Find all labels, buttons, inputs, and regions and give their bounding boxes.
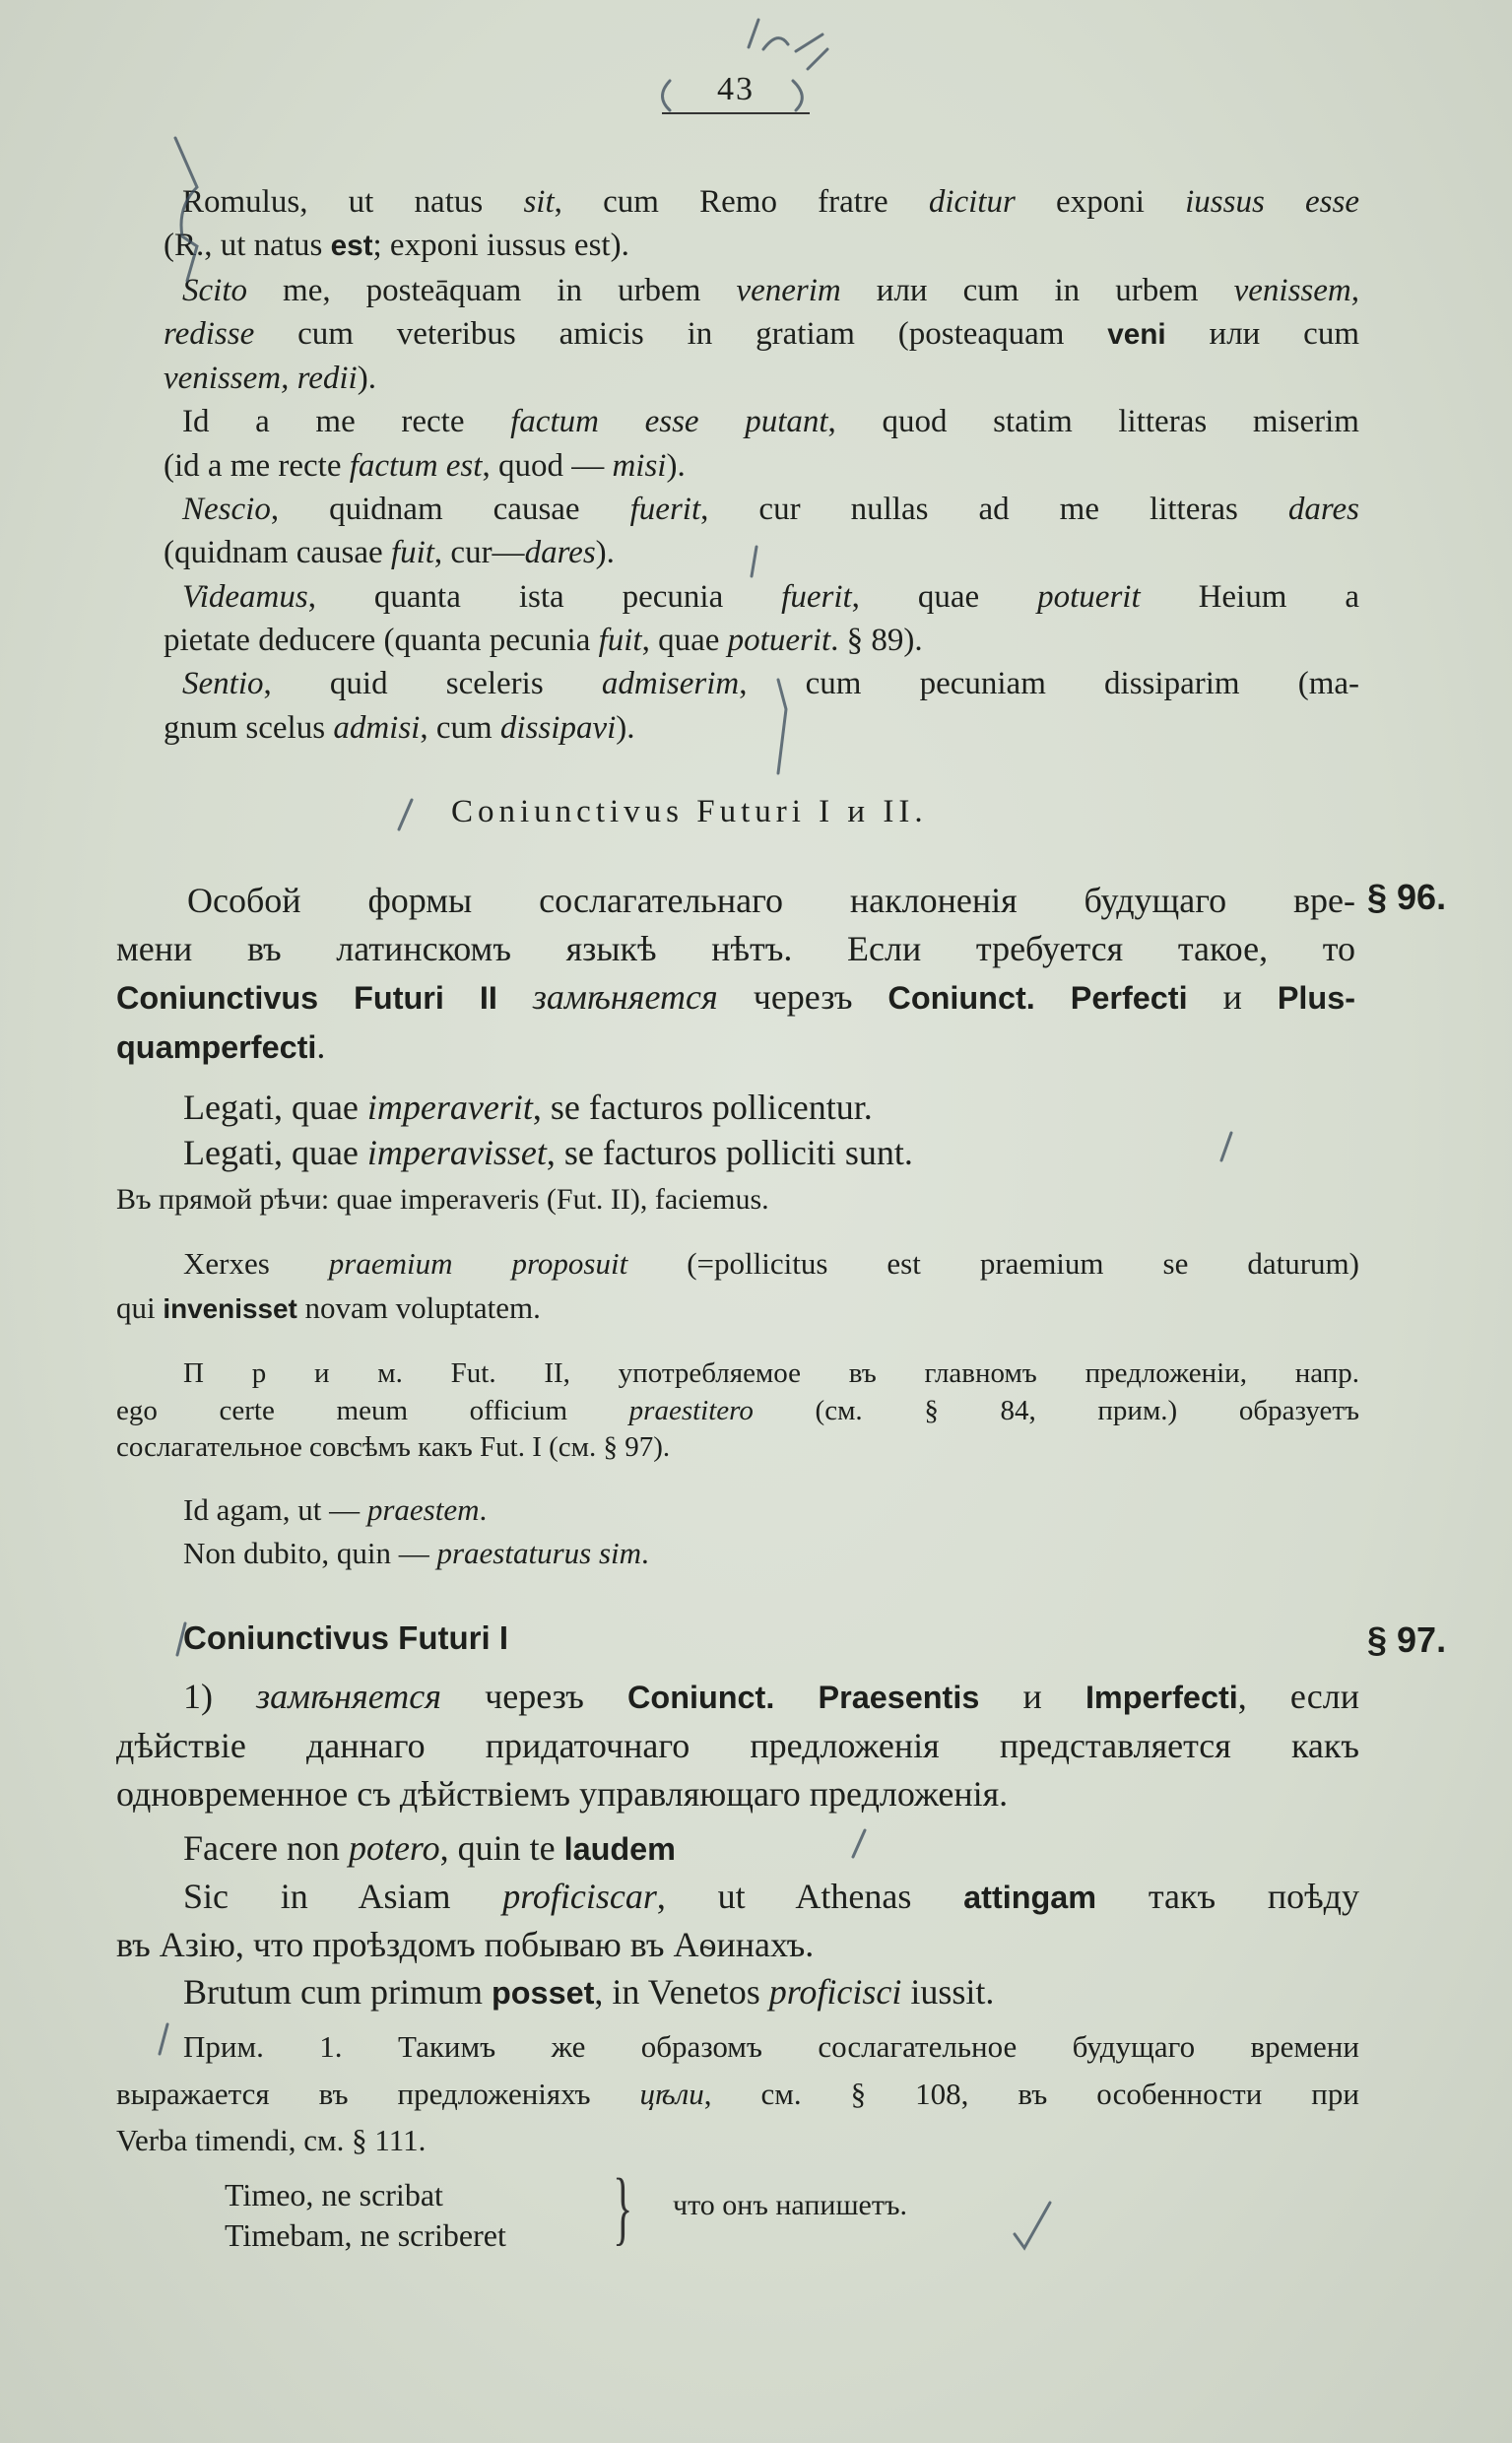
italic-text: dares [1287, 492, 1359, 528]
text: (quidnam causae [164, 535, 391, 571]
bold-text: quamperfecti [116, 1029, 317, 1065]
italic-text: fuerit [629, 492, 701, 528]
text: , quanta ista pecunia [307, 578, 782, 615]
italic-text: proficisci [768, 1972, 902, 2012]
text: Legati, quae [183, 1133, 367, 1172]
italic-text: dissipavi [499, 709, 617, 746]
text-line [116, 1921, 1359, 1968]
page-number: 43 [662, 71, 810, 114]
text-line [116, 1770, 1359, 1818]
paragraph [116, 1673, 1359, 1818]
text: , cum Remo fratre [554, 184, 929, 220]
paragraph [116, 1968, 1359, 2016]
text: , se facturos pollicentur. [532, 1088, 873, 1127]
bold-text: Imperfecti [1085, 1680, 1238, 1715]
text: 1) [183, 1677, 257, 1716]
paragraph [164, 400, 1359, 488]
italic-text: dares [524, 535, 596, 571]
italic-text: замѣняется [256, 1677, 441, 1716]
text: . [316, 1026, 326, 1066]
italic-text: praemium proposuit [328, 1246, 628, 1281]
text-line [164, 575, 1359, 619]
italic-text: sit [523, 184, 555, 220]
paragraph [116, 1180, 1357, 1220]
heading-conj-futuri-1-2: Coniunctivus Futuri I и II. [451, 794, 928, 829]
italic-text: замѣняется [532, 977, 718, 1017]
italic-text: misi [612, 447, 667, 484]
text: ). [666, 447, 686, 484]
text: . [641, 1536, 649, 1570]
text: ). [595, 535, 615, 571]
text: , quod statim litteras miserim [827, 404, 1359, 440]
text-line [164, 444, 1359, 488]
text: , cum pecuniam dissiparim (ma- [739, 666, 1359, 702]
text-line [116, 1722, 1359, 1770]
italic-text: redisse [164, 315, 255, 352]
text: черезъ [717, 977, 888, 1017]
paragraph [225, 2175, 619, 2215]
text-line [164, 488, 1359, 531]
italic-text: potuerit [1037, 578, 1141, 615]
examples-agam [116, 1488, 1359, 1575]
text-line [116, 1355, 1359, 1393]
italic-text: iussus esse [1185, 184, 1359, 220]
text: ego certe meum officium [116, 1394, 629, 1426]
section-96-marker: § 96. [1367, 877, 1447, 917]
italic-text: Scito [182, 272, 247, 308]
heading-conj-futuri-1: Coniunctivus Futuri I [183, 1619, 508, 1656]
text: выражается въ предложеніяхъ [116, 2076, 640, 2111]
bold-text: veni [1107, 317, 1166, 351]
text: pietate deducere (quanta pecunia [164, 622, 599, 658]
paragraph [116, 2023, 1359, 2164]
text: въ Азію, что проѣздомъ побываю въ Аѳинахъ. [116, 1925, 815, 1964]
paragraph [225, 2215, 619, 2256]
note-1-97 [116, 2023, 1359, 2164]
text: , quid sceleris [263, 666, 602, 702]
text: Прим. 1. Такимъ же образомъ сослагательное будущаго времени [183, 2029, 1359, 2064]
text-line [225, 2215, 619, 2256]
paragraph [116, 1355, 1359, 1467]
paragraph [116, 1241, 1359, 1331]
text-line [116, 925, 1355, 973]
italic-text: imperavisset [366, 1133, 547, 1172]
text-line [164, 531, 1359, 574]
text: дѣйствіе даннаго придаточнаго предложенія представляется какъ [116, 1726, 1359, 1765]
text: , см. § 108, въ особенности при [703, 2076, 1359, 2111]
italic-text: admiserim [601, 666, 740, 702]
italic-text: praestem [366, 1492, 480, 1527]
italic-text: praestitero [628, 1394, 754, 1426]
paragraph [116, 1824, 1359, 1873]
text: me, posteāquam in urbem [246, 272, 737, 308]
text: Timebam, ne scriberet [225, 2217, 506, 2253]
text: , cur— [433, 535, 525, 571]
paragraph [116, 877, 1355, 1072]
paragraph [164, 180, 1359, 269]
text: или cum in urbem [840, 272, 1234, 308]
text-line [164, 706, 1359, 750]
text: ). [616, 709, 635, 746]
text [497, 977, 533, 1017]
paragraph [116, 1873, 1359, 1968]
text: gnum scelus [164, 709, 334, 746]
text: . § 89). [830, 622, 923, 658]
text-line [116, 1286, 1359, 1331]
pencil-slash [399, 800, 412, 829]
section-96-text [116, 877, 1355, 1072]
text-line [116, 2117, 1359, 2164]
text-line [116, 1241, 1359, 1286]
italic-text: factum esse putant [510, 404, 828, 440]
brace: } [613, 2162, 633, 2254]
text: Romulus, ut natus [182, 184, 524, 220]
text-line [116, 1873, 1359, 1921]
text: или cum [1165, 315, 1359, 352]
text: cum veteribus amicis in gratiam (posteaquam [254, 315, 1108, 352]
italic-text: factum est [349, 447, 483, 484]
text-line [116, 1130, 1357, 1175]
bold-text: est [330, 230, 373, 263]
text: мени въ латинскомъ языкѣ нѣтъ. Если требуется такое, то [116, 929, 1355, 968]
text-line [116, 973, 1355, 1023]
italic-text: venerim [736, 272, 841, 308]
text-line [116, 1532, 1359, 1575]
text: . [479, 1492, 488, 1527]
text: черезъ [440, 1677, 628, 1716]
text-line [164, 269, 1359, 312]
bold-text: attingam [963, 1880, 1097, 1915]
note-fut-2 [116, 1355, 1359, 1467]
text-line [164, 400, 1359, 443]
text-line [116, 1180, 1357, 1220]
paragraph [116, 1488, 1359, 1532]
text: Id agam, ut — [183, 1492, 367, 1527]
text-line [164, 180, 1359, 224]
text: iussit. [901, 1972, 995, 2012]
italic-text: potero [348, 1828, 440, 1868]
text-line [116, 1429, 1359, 1467]
text: novam voluptatem. [296, 1290, 541, 1325]
text: qui [116, 1290, 164, 1325]
paragraph [164, 575, 1359, 663]
text: и [1187, 977, 1278, 1017]
bold-text: laudem [563, 1831, 676, 1867]
italic-text: Sentio [182, 666, 264, 702]
text-line [116, 877, 1355, 925]
text-line [225, 2175, 619, 2215]
text-line [116, 1023, 1355, 1072]
pencil-check [1015, 2203, 1050, 2248]
text: , quae [641, 622, 728, 658]
italic-text: цѣли [639, 2076, 704, 2111]
text-line [164, 224, 1359, 268]
text: ; exponi iussus est). [372, 228, 629, 264]
text-line [116, 2023, 1359, 2071]
text: сослагательное совсѣмъ какъ Fut. I (см. § 97). [116, 1431, 671, 1463]
examples-top [164, 180, 1359, 750]
example-xerxes [116, 1241, 1359, 1331]
examples-legati [116, 1085, 1357, 1175]
examples-timeo [225, 2175, 619, 2256]
text: Въ прямой рѣчи: quae imperaveris (Fut. II), faciemus. [116, 1183, 769, 1216]
section-97-text [116, 1673, 1359, 1818]
text: , se facturos polliciti sunt. [546, 1133, 913, 1172]
bold-text: posset [491, 1975, 595, 2011]
italic-text: venissem, [1233, 272, 1359, 308]
text: , quod — [482, 447, 613, 484]
italic-text: fuerit [781, 578, 852, 615]
text: Timeo, ne scribat [225, 2177, 443, 2212]
paragraph [116, 1532, 1359, 1575]
text: (см. § 84, прим.) образуетъ [753, 1394, 1359, 1426]
section-97-marker: § 97. [1367, 1619, 1447, 1660]
text: (R., ut natus [164, 228, 331, 264]
italic-text: venissem, redii [164, 361, 358, 397]
text: Verba timendi, см. § 111. [116, 2123, 427, 2157]
examples-97 [116, 1824, 1359, 2016]
paragraph [164, 269, 1359, 401]
bold-text: Coniunct. Praesentis [627, 1680, 980, 1715]
text-line [164, 312, 1359, 357]
text: Xerxes [183, 1246, 329, 1281]
text: , quae [851, 578, 1038, 615]
text: ). [357, 361, 376, 397]
text-line [116, 1488, 1359, 1532]
pencil-scribble-top [749, 20, 827, 69]
bold-text: Plus- [1277, 980, 1356, 1016]
italic-text: potuerit [727, 622, 831, 658]
italic-text: admisi [333, 709, 421, 746]
text: одновременное съ дѣйствіемъ управляющаго предложенія. [116, 1774, 1009, 1814]
italic-text: praestaturus sim [436, 1536, 642, 1570]
italic-text: dicitur [928, 184, 1016, 220]
bold-text: Coniunctivus Futuri II [116, 980, 497, 1016]
direct-speech-note [116, 1180, 1357, 1220]
paragraph [164, 662, 1359, 750]
text-line [116, 2071, 1359, 2118]
text-line [164, 619, 1359, 662]
bold-text: invenisset [163, 1293, 297, 1324]
text: и [979, 1677, 1085, 1716]
text: Sic in Asiam [183, 1877, 503, 1916]
text: Heium a [1140, 578, 1359, 615]
paragraph [164, 488, 1359, 575]
paragraph [116, 1130, 1357, 1175]
text: Facere non [183, 1828, 349, 1868]
text-line [164, 357, 1359, 400]
text-line [116, 1968, 1359, 2016]
text-line [116, 1393, 1359, 1430]
text: exponi [1015, 184, 1186, 220]
paragraph [116, 1085, 1357, 1130]
text: , cum [420, 709, 500, 746]
text: Id a me recte [182, 404, 511, 440]
text: Особой формы сослагательнаго наклоненія будущаго вре- [187, 881, 1355, 920]
text: (id a me recte [164, 447, 350, 484]
italic-text: Nescio [182, 492, 271, 528]
text: , ut Athenas [656, 1877, 964, 1916]
text: , quidnam causae [270, 492, 630, 528]
text: Legati, quae [183, 1088, 367, 1127]
text: Brutum cum primum [183, 1972, 492, 2012]
italic-text: imperaverit [366, 1088, 533, 1127]
text-line [116, 1673, 1359, 1722]
italic-text: fuit [598, 622, 642, 658]
text-line [164, 662, 1359, 705]
text: (=pollicitus est praemium se daturum) [627, 1246, 1359, 1281]
italic-text: proficiscar [502, 1877, 657, 1916]
bold-text: Coniunct. Perfecti [887, 980, 1188, 1016]
text-line [116, 1824, 1359, 1873]
timeo-translation: что онъ напишетъ. [673, 2189, 907, 2221]
italic-text: fuit [390, 535, 434, 571]
text: Non dubito, quin — [183, 1536, 437, 1570]
text-line [116, 1085, 1357, 1130]
text: , если [1237, 1677, 1359, 1716]
text: , cur nullas ad me litteras [700, 492, 1288, 528]
italic-text: Videamus [182, 578, 308, 615]
text: такъ поѣду [1096, 1877, 1360, 1916]
text: П р и м. Fut. II, употребляемое въ главномъ предложеніи, напр. [183, 1357, 1359, 1389]
text: , in Venetos [594, 1972, 769, 2012]
text: , quin te [439, 1828, 564, 1868]
